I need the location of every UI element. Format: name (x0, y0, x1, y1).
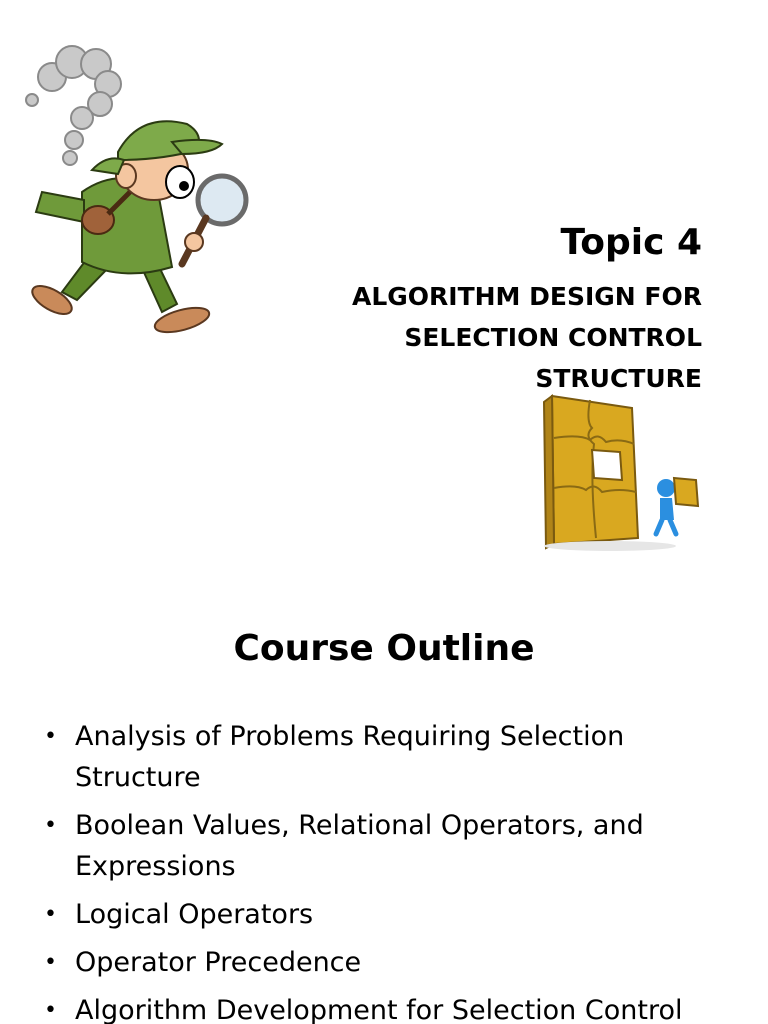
list-item-text: Algorithm Development for Selection Control (75, 995, 683, 1024)
list-item-text: Logical Operators (75, 899, 314, 930)
subtitle-line: SELECTION CONTROL (404, 323, 702, 352)
list-item (44, 894, 744, 935)
bullet-icon: • (44, 998, 57, 1023)
bullet-icon: • (44, 902, 57, 927)
bullet-icon: • (44, 950, 57, 975)
topic-subtitle (282, 276, 702, 399)
bullet-icon: • (44, 813, 57, 838)
puzzle-wall-illustration (540, 388, 702, 552)
smoke-question-mark (26, 46, 121, 165)
course-outline-slide (0, 576, 768, 1024)
outline-title: Course Outline (233, 628, 535, 669)
list-item (44, 716, 744, 798)
list-item (44, 990, 744, 1024)
list-item-text: Operator Precedence (75, 947, 362, 978)
subtitle-line: STRUCTURE (535, 364, 702, 393)
list-item-text: Boolean Values, Relational Operators, and Expressions (75, 810, 644, 882)
subtitle-line: ALGORITHM DESIGN FOR (351, 282, 702, 311)
outline-list (44, 716, 744, 1024)
list-item (44, 942, 744, 983)
list-item (44, 805, 744, 887)
bullet-icon: • (44, 724, 57, 749)
detective-illustration (22, 42, 258, 334)
list-item-text: Analysis of Problems Requiring Selection Structure (75, 721, 625, 793)
topic-title: Topic 4 (560, 222, 702, 263)
